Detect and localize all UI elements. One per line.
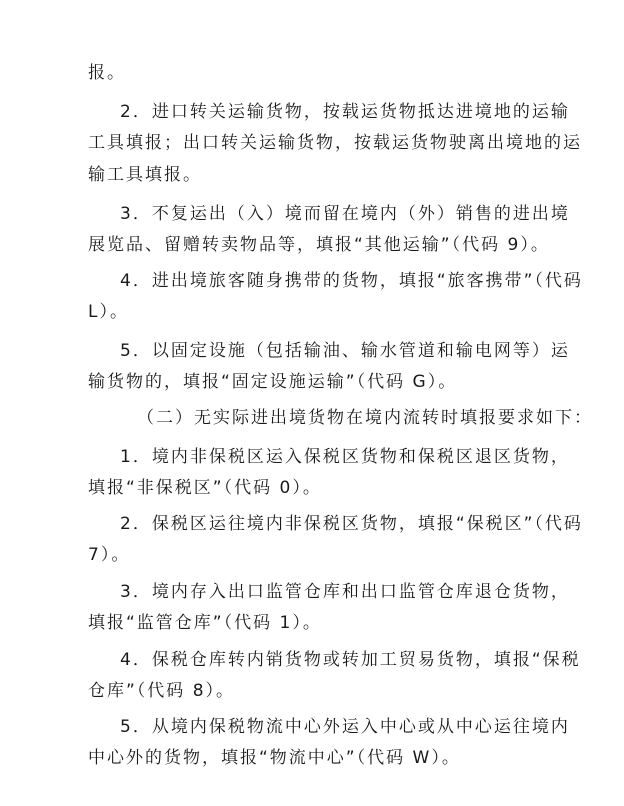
text-line: 4．保税仓库转内销货物或转加工贸易货物，填报“保税 (120, 650, 581, 670)
text-line: 3．境内存入出口监管仓库和出口监管仓库退仓货物， (120, 582, 570, 602)
text-line: 仓库”（代码 8）。 (88, 681, 236, 701)
section-heading: （二）无实际进出境货物在境内流转时填报要求如下： (137, 408, 593, 428)
text-line: 3．不复运出（入）境而留在境内（外）销售的进出境 (120, 204, 570, 224)
text-line: 2．进口转关运输货物，按载运货物抵达进境地的运输 (120, 102, 570, 122)
text-line: 5．以固定设施（包括输油、输水管道和输电网等）运 (120, 341, 570, 361)
text-line: 中心外的货物，填报“物流中心”（代码 W）。 (88, 748, 461, 768)
text-line: 报。 (88, 63, 126, 83)
text-line: 2．保税区运往境内非保税区货物，填报“保税区”（代码 (120, 514, 583, 534)
text-line: 填报“监管仓库”（代码 1）。 (88, 613, 322, 633)
text-line: 工具填报；出口转关运输货物，按载运货物驶离出境地的运 (88, 133, 582, 153)
text-line: 5．从境内保税物流中心外运入中心或从中心运往境内 (120, 717, 570, 737)
text-line: 7）。 (88, 545, 131, 565)
text-line: 填报“非保税区”（代码 0）。 (88, 478, 322, 498)
text-line: 输工具填报。 (88, 165, 202, 185)
text-line: 4．进出境旅客随身携带的货物，填报“旅客携带”（代码 (120, 271, 583, 291)
text-line: 展览品、留赠转卖物品等，填报“其他运输”（代码 9）。 (88, 235, 550, 255)
text-line: 输货物的，填报“固定设施运输”（代码 G）。 (88, 372, 458, 392)
text-line: L）。 (88, 302, 129, 322)
text-line: 1．境内非保税区运入保税区货物和保税区退区货物， (120, 447, 570, 467)
